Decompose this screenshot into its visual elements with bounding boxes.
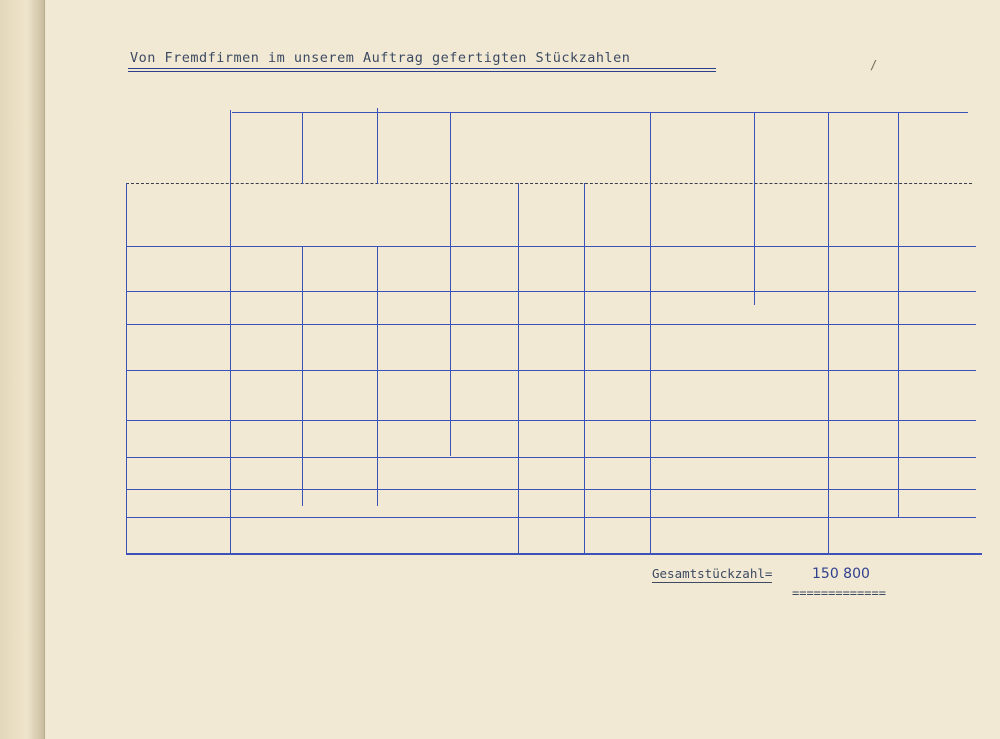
title-underline bbox=[128, 68, 716, 69]
col-rule bbox=[650, 112, 651, 553]
header-dashed-rule bbox=[126, 183, 972, 184]
col-rule bbox=[898, 112, 899, 518]
col-rule bbox=[584, 183, 585, 553]
col-rule bbox=[450, 183, 451, 456]
row-rule bbox=[126, 370, 976, 371]
col-rule bbox=[450, 112, 451, 184]
col-rule bbox=[302, 112, 303, 184]
col-rule bbox=[302, 246, 303, 506]
book-spine bbox=[0, 0, 45, 739]
page-title: Von Fremdfirmen im unserem Auftrag gefertigten Stückzahlen bbox=[130, 50, 631, 66]
row-rule bbox=[126, 489, 976, 490]
table-bottom-rule bbox=[126, 553, 982, 555]
col-rule bbox=[754, 112, 755, 305]
col-rule bbox=[828, 112, 829, 553]
header-top-rule bbox=[232, 112, 968, 113]
title-underline-double bbox=[128, 71, 716, 72]
col-rule bbox=[377, 108, 378, 184]
col-rule bbox=[230, 110, 231, 553]
row-rule bbox=[126, 324, 976, 325]
pencil-mark: / bbox=[870, 58, 878, 72]
total-label: Gesamtstückzahl= bbox=[652, 566, 773, 581]
col-rule bbox=[518, 183, 519, 553]
row-label-rule bbox=[126, 183, 127, 553]
total-double-underline: ============= bbox=[792, 586, 886, 600]
row-rule bbox=[126, 517, 976, 518]
row-rule bbox=[126, 246, 976, 247]
total-value: 150 800 bbox=[812, 566, 870, 582]
row-rule bbox=[126, 457, 976, 458]
row-rule bbox=[126, 420, 976, 421]
col-rule bbox=[377, 246, 378, 506]
row-rule bbox=[126, 291, 976, 292]
